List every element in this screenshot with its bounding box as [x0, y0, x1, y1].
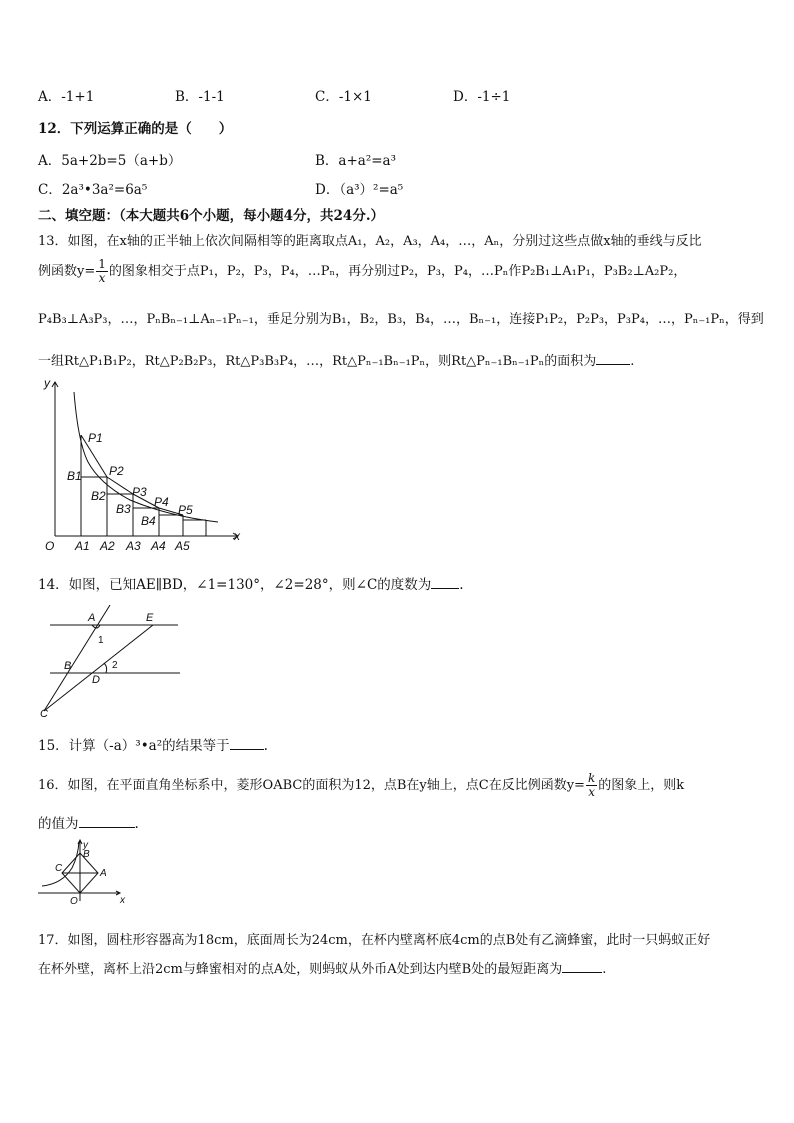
q13-label-p2: P2 [109, 464, 124, 478]
q15-end: . [263, 738, 268, 754]
q13-label-x: x [234, 529, 240, 543]
q12-option-c: C．2a³•3a²=6a⁵ [38, 182, 148, 198]
q13-label-a4: A4 [151, 539, 166, 553]
q16-line1 [38, 772, 684, 799]
q17-end: . [602, 962, 607, 977]
q14-label-angle-2: 2 [112, 660, 118, 671]
q16-answer-blank [79, 815, 135, 828]
q11-option-b: B．-1-1 [175, 89, 225, 105]
section-heading: 二、填空题：（本大题共6个小题，每小题4分，共24分.） [38, 208, 385, 224]
q14-answer-blank [431, 576, 459, 589]
q13-label-b3: B3 [116, 502, 131, 516]
q13-fraction-numerator: 1 [98, 257, 106, 271]
q13-label-a2: A2 [100, 539, 115, 553]
q16-label-x: x [120, 895, 125, 906]
q16-end: . [134, 816, 139, 832]
q13-label-a3: A3 [126, 539, 141, 553]
q13-figure [38, 372, 248, 562]
q16-fraction-denominator: x [588, 785, 595, 799]
q14-angle-2-arc [104, 663, 107, 673]
q16-line1-post: 的图象上，则k [598, 778, 685, 793]
q13-label-a5: A5 [175, 539, 190, 553]
q11-option-a: A．-1+1 [38, 89, 95, 105]
q13-label-o: O [45, 539, 55, 553]
q14-stem [38, 573, 464, 593]
q16-line1-pre: 16．如图，在平面直角坐标系中，菱形OABC的面积为12，点B在y轴上，点C在反比例函数y= [38, 778, 585, 793]
q13-label-a1: A1 [75, 539, 90, 553]
q16-line2-text: 的值为 [38, 816, 79, 832]
q13-label-p3: P3 [132, 485, 147, 499]
q13-label-b4: B4 [141, 514, 156, 528]
q14-label-e: E [146, 612, 154, 624]
q13-chord-2 [107, 477, 133, 494]
q15-text: 15．计算（-a）³•a²的结果等于 [38, 738, 230, 754]
q11-option-c: C．-1×1 [315, 89, 372, 105]
q12-stem: 12．下列运算正确的是（ ） [38, 121, 233, 137]
q13-line4-end: . [630, 354, 635, 369]
q13-line2-post: 的图象相交于点P₁，P₂，P₃，P₄，…Pₙ，再分别过P₂，P₃，P₄，…Pₙ作P₂B₁⊥A₁P₁，P₃B₂⊥A₂P₂， [108, 264, 687, 279]
q14-label-d: D [92, 674, 100, 686]
q14-label-a: A [88, 612, 96, 624]
q16-label-o: O [70, 896, 78, 907]
q14-line-ca [44, 605, 110, 711]
q14-label-c: C [40, 708, 48, 720]
q12-option-b: B．a+a²=a³ [315, 153, 397, 169]
q15-answer-blank [230, 737, 264, 750]
q11-option-d: D．-1÷1 [453, 89, 511, 105]
q16-fraction-numerator: k [587, 771, 596, 785]
q14-figure [38, 605, 188, 720]
q16-label-c: C [55, 863, 63, 874]
q13-line4-text: 一组Rt△P₁B₁P₂，Rt△P₂B₂P₃，Rt△P₃B₃P₄，…，Rt△Pₙ₋₁Bₙ₋₁Pₙ，则Rt△Pₙ₋₁Bₙ₋₁Pₙ的面积为 [38, 354, 597, 369]
q14-end: . [459, 577, 464, 593]
q13-label-p5: P5 [178, 503, 193, 517]
q17-line2-text: 在杯外壁，离杯上沿2cm与蜂蜜相对的点A处，则蚂蚁从外币A处到达内壁B处的最短距离为 [38, 962, 563, 977]
q13-line1: 13．如图，在x轴的正半轴上依次间隔相等的距离取点A₁，A₂，A₃，A₄，…，Aₙ，分别过这些点做x轴的垂线与反比 [38, 234, 702, 249]
q13-line2 [38, 258, 686, 285]
q17-line2 [38, 958, 606, 977]
q12-option-a: A．5a+2b=5（a+b） [38, 153, 182, 169]
q13-line3: P₄B₃⊥A₃P₃，…，PₙBₙ₋₁⊥Aₙ₋₁Pₙ₋₁，垂足分别为B₁，B₂，B₃，B₄，…，Bₙ₋₁，连接P₁P₂，P₂P₃，P₃P₄，…，Pₙ₋₁Pₙ，得到 [38, 312, 764, 327]
q13-fraction [96, 258, 108, 285]
q14-label-angle-1: 1 [98, 635, 104, 646]
q16-label-b: B [83, 849, 90, 860]
q13-answer-blank [596, 352, 630, 365]
q16-figure [38, 838, 128, 910]
q15-stem [38, 734, 268, 754]
q14-text: 14．如图，已知AE∥BD，∠1=130°，∠2=28°，则∠C的度数为 [38, 577, 432, 593]
q17-answer-blank [562, 960, 602, 973]
q13-label-p4: P4 [154, 495, 169, 509]
q13-line2-pre: 例函数y= [38, 264, 96, 279]
q17-line1: 17．如图，圆柱形容器高为18cm，底面周长为24cm，在杯内壁离杯底4cm的点B处有乙滴蜂蜜，此时一只蚂蚁正好 [38, 933, 711, 948]
q13-label-b1: B1 [67, 469, 82, 483]
q12-option-d: D．（a³）²=a⁵ [315, 182, 404, 198]
q13-label-p1: P1 [88, 431, 103, 445]
q16-line2 [38, 812, 139, 832]
q16-label-a: A [100, 868, 107, 879]
q13-fraction-denominator: x [98, 271, 106, 285]
q13-label-b2: B2 [91, 489, 106, 503]
q13-line4 [38, 350, 634, 369]
q14-label-b: B [64, 660, 72, 672]
q16-fraction [586, 772, 597, 799]
q16-label-y: y [83, 840, 88, 851]
q13-label-y: y [44, 376, 50, 390]
